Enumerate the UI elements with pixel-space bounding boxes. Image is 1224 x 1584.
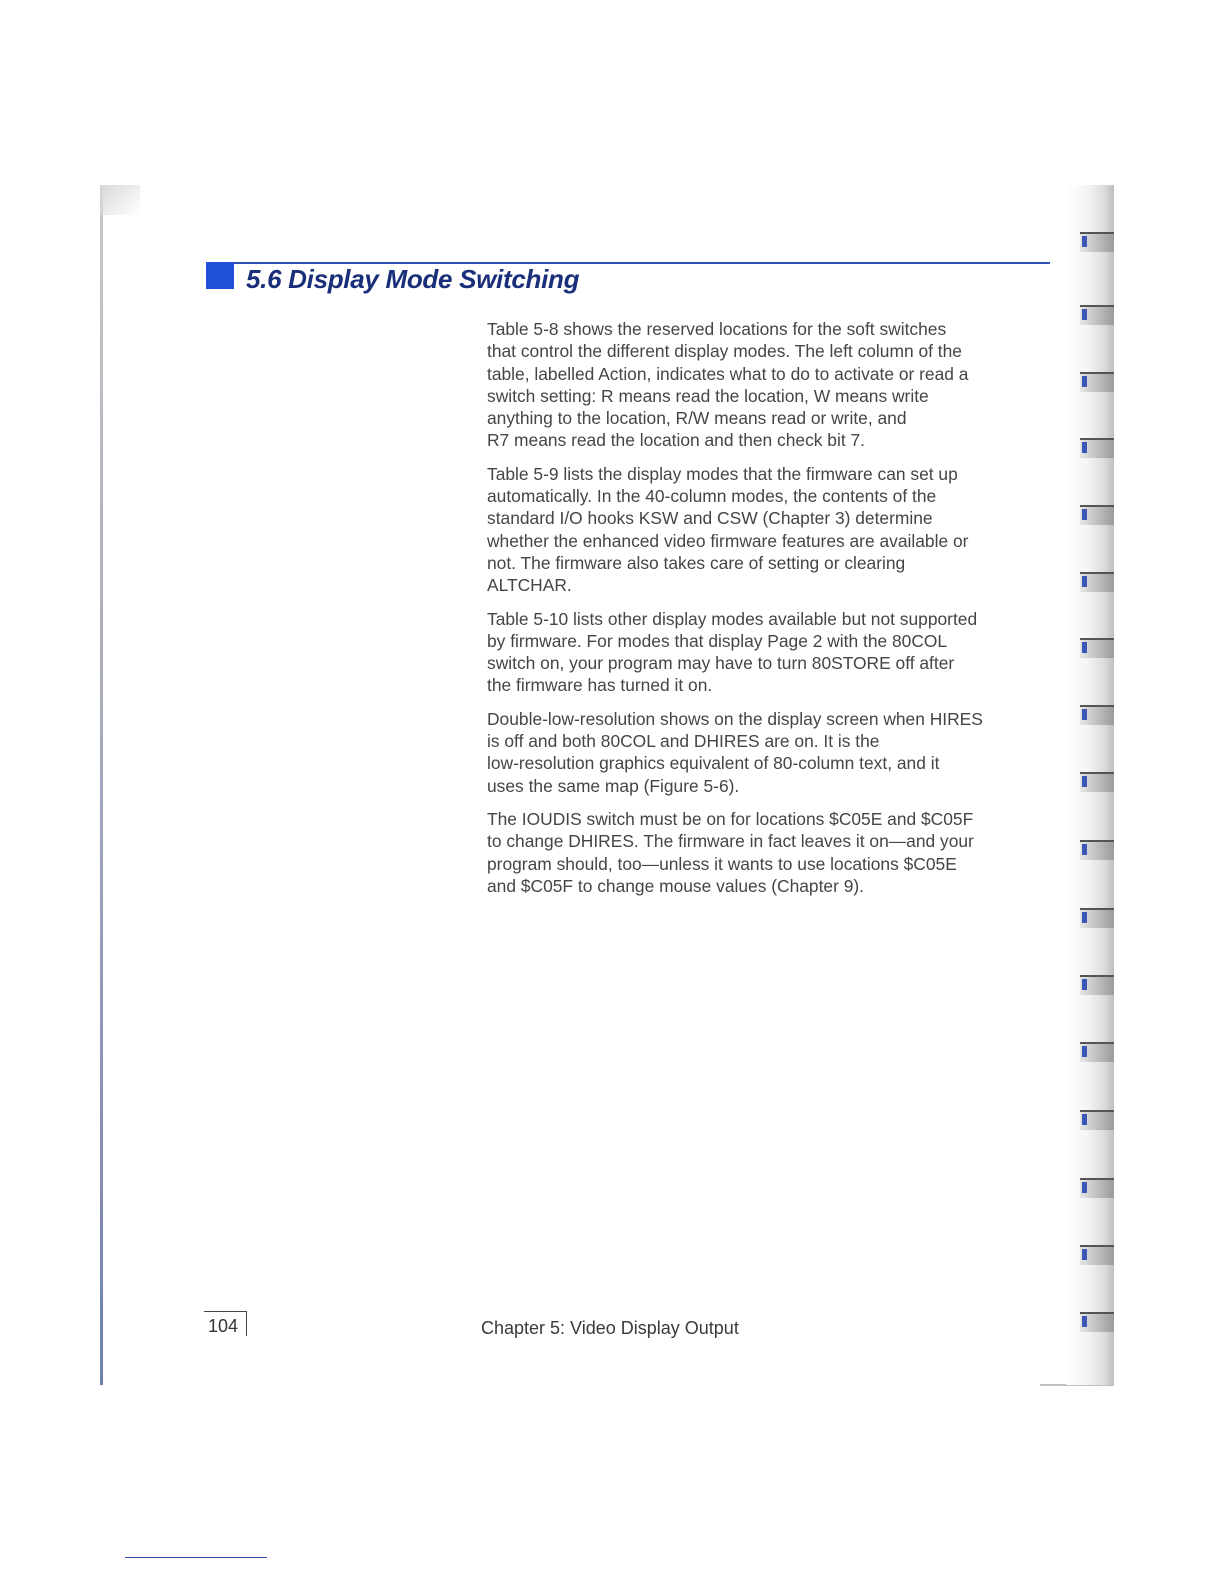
page-corner-shadow [100,185,140,215]
footer-link-underline [125,1557,267,1558]
binding-ring [1080,1312,1114,1332]
running-footer: Chapter 5: Video Display Output [481,1318,739,1338]
text-line: ALTCHAR. [487,575,572,596]
binding-ring [1080,1110,1114,1130]
binding-ring [1080,840,1114,860]
page-left-edge [100,185,103,1385]
text-line: to change DHIRES. The firmware in fact leaves it on—and your [487,831,974,852]
binding-ring [1080,572,1114,592]
text-line: switch setting: R means read the location, W means write [487,385,929,406]
page-number: 104 [208,1316,239,1336]
binding-ring [1080,1042,1114,1062]
text-line: Double-low-resolution shows on the display screen when HIRES [487,708,983,729]
text-line: uses the same map (Figure 5-6). [487,775,740,796]
body-text [487,318,1052,908]
text-line: standard I/O hooks KSW and CSW (Chapter 3) determine [487,508,933,529]
text-line: by firmware. For modes that display Page 2 with the 80COL [487,630,948,651]
paragraph-double-low-res [487,708,1052,797]
binding-ring [1080,305,1114,325]
binding-ring [1080,1245,1114,1265]
binding-ring [1080,638,1114,658]
text-line: Table 5-10 lists other display modes available but not supported [487,608,978,629]
binding-ring [1080,908,1114,928]
paragraph-table-5-10 [487,608,1052,697]
text-line: anything to the location, R/W means read or write, and [487,408,907,429]
paragraph-table-5-8 [487,318,1052,452]
text-line: and $C05F to change mouse values (Chapter 9). [487,875,865,896]
text-line: low-resolution graphics equivalent of 80-column text, and it [487,753,940,774]
text-line: The IOUDIS switch must be on for locations $C05E and $C05F [487,808,974,829]
binding-ring [1080,372,1114,392]
text-line: switch on, your program may have to turn 80STORE off after [487,653,955,674]
paragraph-table-5-9 [487,463,1052,597]
binding-ring [1080,232,1114,252]
text-line: whether the enhanced video firmware features are available or [487,530,969,551]
paragraph-ioudis [487,808,1052,897]
binding-ring [1080,1178,1114,1198]
binding-ring [1080,975,1114,995]
text-line: Table 5-8 shows the reserved locations for the soft switches [487,319,947,339]
text-line: table, labelled Action, indicates what to do to activate or read a [487,363,969,384]
section-title: 5.6 Display Mode Switching [246,264,580,294]
text-line: R7 means read the location and then check bit 7. [487,430,866,451]
text-line: automatically. In the 40-column modes, the contents of the [487,486,937,507]
text-line: is off and both 80COL and DHIRES are on. It is the [487,731,880,752]
binding-ring [1080,772,1114,792]
binding-ring [1080,705,1114,725]
text-line: that control the different display modes. The left column of the [487,341,962,362]
text-line: not. The firmware also takes care of setting or clearing [487,552,906,573]
text-line: program should, too—unless it wants to use locations $C05E [487,853,957,874]
section-heading-marker [206,262,234,289]
text-line: Table 5-9 lists the display modes that the firmware can set up [487,463,958,484]
binding-ring [1080,438,1114,458]
binding-ring [1080,505,1114,525]
text-line: the firmware has turned it on. [487,675,713,696]
